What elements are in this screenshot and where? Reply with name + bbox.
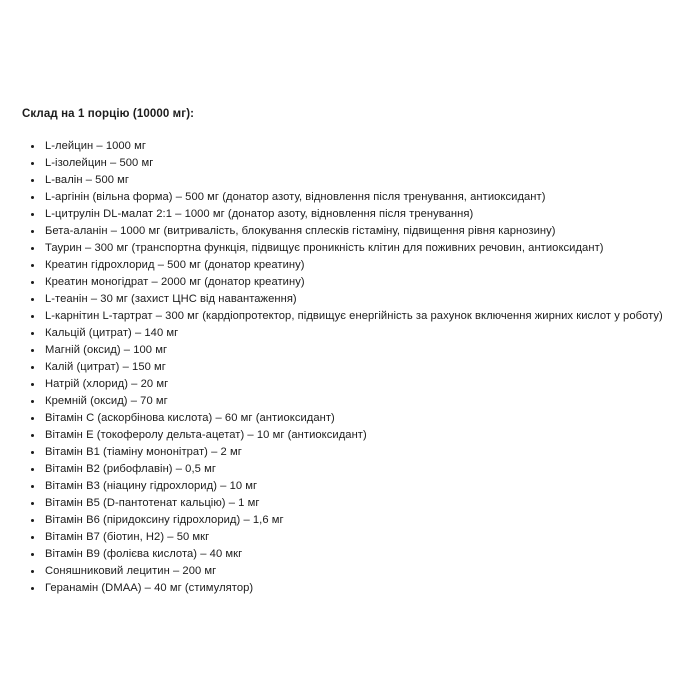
- list-item: L-ізолейцин – 500 мг: [22, 155, 680, 172]
- list-item: Креатин моногідрат – 2000 мг (донатор креатину): [22, 274, 680, 291]
- list-item: L-карнітин L-тартрат – 300 мг (кардіопротектор, підвищує енергійність за рахунок включення жирних кислот у роботу): [22, 308, 680, 325]
- list-item: Натрій (хлорид) – 20 мг: [22, 376, 680, 393]
- ingredient-list: [22, 138, 680, 597]
- list-item: L-цитрулін DL-малат 2:1 – 1000 мг (донатор азоту, відновлення після тренування): [22, 206, 680, 223]
- page-title: Склад на 1 порцію (10000 мг):: [22, 108, 195, 120]
- list-item: Вітамін B6 (піридоксину гідрохлорид) – 1,6 мг: [22, 512, 680, 529]
- list-item: Соняшниковий лецитин – 200 мг: [22, 563, 680, 580]
- list-item: Таурин – 300 мг (транспортна функція, підвищує проникність клітин для поживних речовин, антиоксидант): [22, 240, 680, 257]
- list-item: L-теанін – 30 мг (захист ЦНС від навантаження): [22, 291, 680, 308]
- list-item: Вітамін B3 (ніацину гідрохлорид) – 10 мг: [22, 478, 680, 495]
- list-item: Креатин гідрохлорид – 500 мг (донатор креатину): [22, 257, 680, 274]
- list-item: Вітамін B9 (фолієва кислота) – 40 мкг: [22, 546, 680, 563]
- list-item: Кальцій (цитрат) – 140 мг: [22, 325, 680, 342]
- list-item: L-лейцин – 1000 мг: [22, 138, 680, 155]
- list-item: Вітамін B5 (D-пантотенат кальцію) – 1 мг: [22, 495, 680, 512]
- list-item: Вітамін B1 (тіаміну мононітрат) – 2 мг: [22, 444, 680, 461]
- list-item: Калій (цитрат) – 150 мг: [22, 359, 680, 376]
- list-item: Бета-аланін – 1000 мг (витривалість, блокування сплесків гістаміну, підвищення рівня карнозину): [22, 223, 680, 240]
- list-item: Магній (оксид) – 100 мг: [22, 342, 680, 359]
- list-item: Вітамін B2 (рибофлавін) – 0,5 мг: [22, 461, 680, 478]
- list-item: L-валін – 500 мг: [22, 172, 680, 189]
- list-item: Геранамін (DMAA) – 40 мг (стимулятор): [22, 580, 680, 597]
- list-item: L-аргінін (вільна форма) – 500 мг (донатор азоту, відновлення після тренування, антиоксидант): [22, 189, 680, 206]
- list-item: Вітамін E (токоферолу дельта-ацетат) – 10 мг (антиоксидант): [22, 427, 680, 444]
- list-item: Кремній (оксид) – 70 мг: [22, 393, 680, 410]
- list-item: Вітамін B7 (біотин, H2) – 50 мкг: [22, 529, 680, 546]
- list-item: Вітамін C (аскорбінова кислота) – 60 мг (антиоксидант): [22, 410, 680, 427]
